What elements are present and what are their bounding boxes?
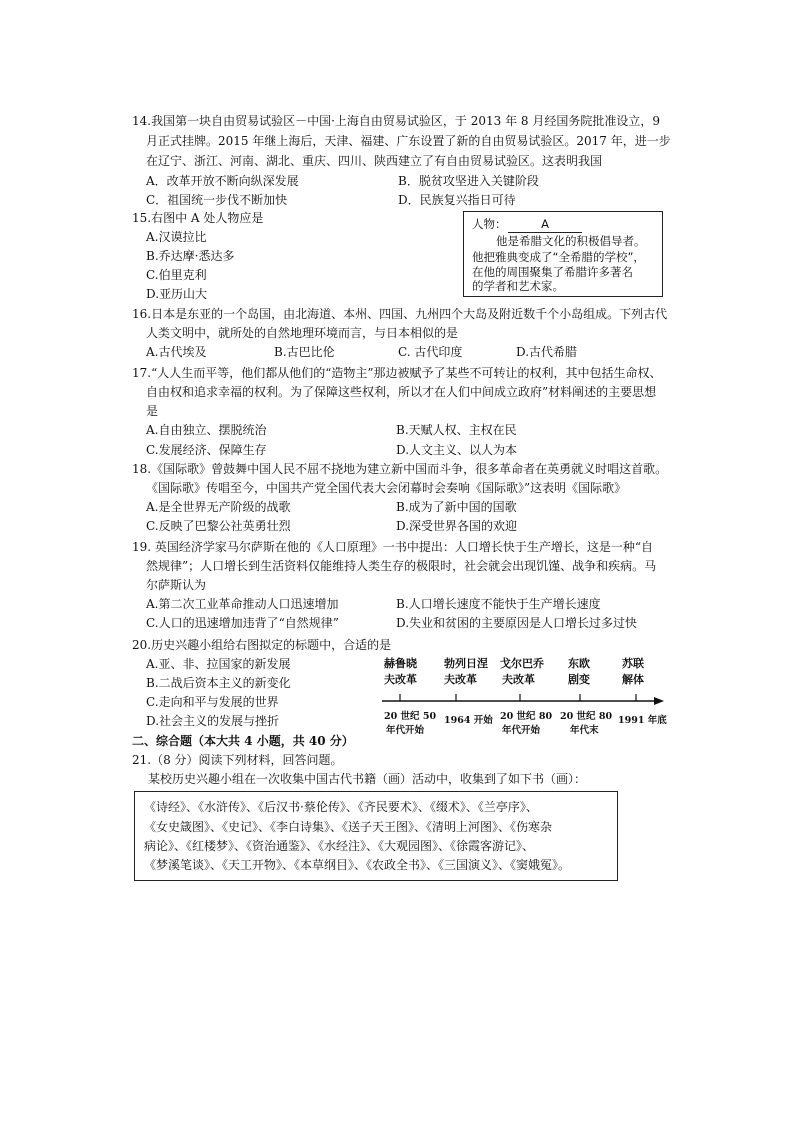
q21-stem: 21.（8 分）阅读下列材料，回答问题。 <box>132 753 343 767</box>
q17-option-b[interactable]: B.天赋人权、主权在民 <box>396 423 517 437</box>
q19-option-b[interactable]: B.人口增长速度不能快于生产增长速度 <box>396 597 601 611</box>
q19-option-c[interactable]: C.人口的迅速增加违背了“自然规律” <box>146 616 339 630</box>
q14-line-3: 在辽宁、浙江、河南、湖北、重庆、四川、陕西建立了有自由贸易试验区。这表明我国 <box>146 154 603 168</box>
q15-option-a[interactable]: A.汉谟拉比 <box>146 230 207 244</box>
q15-stem: 15.右图中 A 处人物应是 <box>132 211 264 225</box>
q18-line-2: 《国际歌》传唱至今，中国共产党全国代表大会闭幕时会奏响《国际歌》”这表明《国际歌》 <box>146 481 627 495</box>
q14-line-2: 月正式挂牌。2015 年继上海后，天津、福建、广东设置了新的自由贸易试验区。2017 年，进一步 <box>146 134 671 148</box>
q19-line-2: 然规律”；人口增长到生活资料仅能维持人类生存的极限时，社会就会出现饥馑、战争和疾病。马 <box>146 559 657 573</box>
q15-figure-label: 人物： <box>472 217 507 231</box>
timeline-event-5-line-2: 解体 <box>622 673 644 686</box>
q21-book-list-line-1: 《诗经》、《水浒传》、《后汉书·蔡伦传》、《齐民要术》、《缀术》、《兰亭序》、 <box>144 800 538 814</box>
timeline-date-1-line-2: 年代开始 <box>386 725 425 736</box>
timeline-event-1-line-1: 赫鲁晓 <box>384 657 417 670</box>
q15-figure-blank: A <box>508 216 582 233</box>
timeline-event-5-line-1: 苏联 <box>622 657 644 670</box>
q17-line-2: 自由权和追求幸福的权利。为了保障这些权利，所以才在人们中间成立政府”材料阐述的主要思想 <box>146 385 657 399</box>
q18-line-1: 18.《国际歌》曾鼓舞中国人民不屈不挠地为建立新中国而斗争，很多革命者在英勇就义时唱这首歌。 <box>132 462 668 476</box>
q15-figure-line-4: 的学者和艺术家。 <box>472 279 564 293</box>
q20-option-d[interactable]: D.社会主义的发展与挫折 <box>146 714 280 728</box>
q19-option-d[interactable]: D.失业和贫困的主要原因是人口增长过多过快 <box>396 616 638 630</box>
q21-book-list-box <box>134 791 618 881</box>
q15-figure-line-1: 他是希腊文化的积极倡导者。 <box>496 234 646 248</box>
q16-option-c[interactable]: C. 古代印度 <box>398 345 463 359</box>
q16-line-2: 人类文明中，就所处的自然地理环境而言，与日本相似的是 <box>146 326 459 340</box>
q19-line-3: 尔萨斯认为 <box>146 578 207 592</box>
timeline-date-3-line-1: 20 世纪 80 <box>500 711 553 722</box>
timeline-date-4-line-2: 年代末 <box>570 725 599 736</box>
q17-line-1: 17.“人人生而平等，他们都从他们的“造物主”那边被赋予了某些不可转让的权利，其中包括生命权、 <box>132 366 662 380</box>
timeline-event-4-line-1: 东欧 <box>568 657 590 670</box>
q15-option-d[interactable]: D.亚历山大 <box>146 287 208 301</box>
q20-option-c[interactable]: C.走向和平与发展的世界 <box>146 695 279 709</box>
timeline-event-3-line-1: 戈尔巴乔 <box>500 657 544 670</box>
q15-option-c[interactable]: C.伯里克利 <box>146 268 207 282</box>
q21-book-list-line-4: 《梦溪笔谈》、《天工开物》、《本草纲目》、《农政全书》、《三国演义》、《窦娥冤》。 <box>144 858 571 872</box>
q14-option-c[interactable]: C．祖国统一步伐不断加快 <box>146 193 288 207</box>
q16-option-a[interactable]: A.古代埃及 <box>146 345 207 359</box>
q17-option-d[interactable]: D.人文主义、以人为本 <box>396 443 518 457</box>
q21-book-list-line-3: 病论》、《红楼梦》、《资治通鉴》、《水经注》、《大观园图》、《徐霞客游记》、 <box>144 839 535 853</box>
q15-figure-line-2: 他把雅典变成了“全希腊的学校”， <box>472 250 645 264</box>
q18-option-d[interactable]: D.深受世界各国的欢迎 <box>396 519 518 533</box>
q16-line-1: 16.日本是东亚的一个岛国，由北海道、本州、四国、九州四个大岛及附近数千个小岛组成。下列古代 <box>132 307 668 321</box>
q17-option-c[interactable]: C.发展经济、保障生存 <box>146 443 267 457</box>
timeline-date-4-line-1: 20 世纪 80 <box>560 711 613 722</box>
timeline-date-1-line-1: 20 世纪 50 <box>384 711 437 722</box>
q19-option-a[interactable]: A.第二次工业革命推动人口迅速增加 <box>146 597 339 611</box>
q14-line-1: 14.我国第一块自由贸易试验区－中国·上海自由贸易试验区，于 2013 年 8 月经国务院批准设立，9 <box>132 114 660 128</box>
q21-intro: 某校历史兴趣小组在一次收集中国古代书籍（画）活动中，收集到了如下书（画）： <box>148 772 587 786</box>
q14-option-a[interactable]: A．改革开放不断向纵深发展 <box>146 174 299 188</box>
q18-option-c[interactable]: C.反映了巴黎公社英勇壮烈 <box>146 519 291 533</box>
q20-option-a[interactable]: A.亚、非、拉国家的新发展 <box>146 657 291 671</box>
q16-option-b[interactable]: B.古巴比伦 <box>274 345 335 359</box>
q18-option-a[interactable]: A.是全世界无产阶级的战歌 <box>146 500 291 514</box>
timeline-event-1-line-2: 夫改革 <box>384 673 417 686</box>
timeline-event-4-line-2: 剧变 <box>568 673 590 686</box>
q15-figure-line-3: 在他的周围聚集了希腊许多著名 <box>472 265 633 279</box>
timeline-event-2-line-1: 勃列日涅 <box>444 657 488 670</box>
q20-option-b[interactable]: B.二战后资本主义的新变化 <box>146 676 291 690</box>
q14-option-d[interactable]: D．民族复兴指日可待 <box>398 193 516 207</box>
q17-line-3: 是 <box>146 404 159 418</box>
timeline-event-2-line-2: 夫改革 <box>444 673 477 686</box>
q16-option-d[interactable]: D.古代希腊 <box>516 345 578 359</box>
timeline-date-5: 1991 年底 <box>618 715 667 726</box>
q15-option-b[interactable]: B.乔达摩·悉达多 <box>146 249 235 263</box>
q21-book-list-line-2: 《女史箴图》、《史记》、《李白诗集》、《送子天王图》、《清明上河图》、《伤寒杂 <box>144 820 553 834</box>
timeline-date-3-line-2: 年代开始 <box>502 725 541 736</box>
q18-option-b[interactable]: B.成为了新中国的国歌 <box>396 500 517 514</box>
q17-option-a[interactable]: A.自由独立、摆脱统治 <box>146 423 267 437</box>
q20-timeline-figure <box>378 656 666 740</box>
q14-option-b[interactable]: B．脱贫攻坚进入关键阶段 <box>398 174 539 188</box>
q19-line-1: 19. 英国经济学家马尔萨斯在他的《人口原理》一书中提出：人口增长快于生产增长，这是一种“自 <box>132 540 654 554</box>
q15-figure-box <box>463 211 663 297</box>
section-2-heading: 二、综合题（本大共 4 小题，共 40 分） <box>132 734 354 748</box>
timeline-event-3-line-2: 夫改革 <box>502 673 535 686</box>
timeline-date-2: 1964 开始 <box>444 715 493 726</box>
q20-stem: 20.历史兴趣小组给右图拟定的标题中，合适的是 <box>132 638 392 652</box>
